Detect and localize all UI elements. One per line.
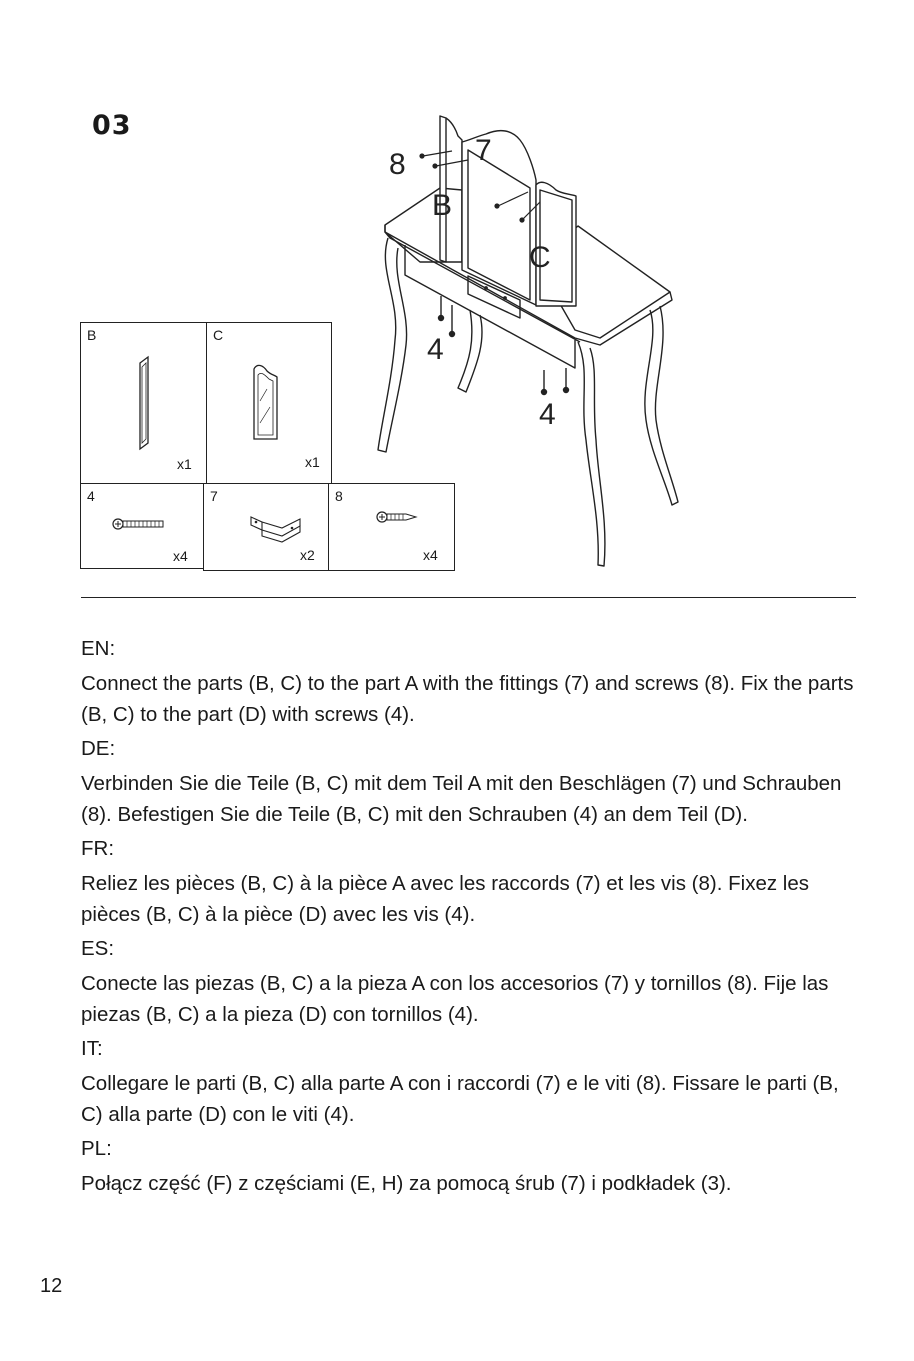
lang-label-en: EN: bbox=[81, 637, 116, 660]
mirror-side-panel-icon bbox=[249, 361, 289, 451]
part-label: C bbox=[213, 327, 224, 343]
part-qty: x4 bbox=[173, 548, 188, 564]
lang-label-fr: FR: bbox=[81, 837, 115, 860]
bracket-fitting-icon bbox=[248, 514, 308, 544]
part-qty: x4 bbox=[423, 547, 438, 563]
callout-8: 8 bbox=[389, 148, 406, 181]
instruction-es: Conecte las piezas (B, C) a la pieza A con los accesorios (7) y tornillos (8). Fije las piezas (B, C) a la pieza (D) con tornillos (4). bbox=[81, 971, 829, 1026]
lang-label-it: IT: bbox=[81, 1037, 103, 1060]
part-box-8 bbox=[328, 483, 455, 571]
callout-4-left: 4 bbox=[427, 333, 444, 366]
lang-label-de: DE: bbox=[81, 737, 116, 760]
instruction-it: Collegare le parti (B, C) alla parte A con i raccordi (7) e le viti (8). Fissare le parti (B, C) alla parte (D) con le viti (4). bbox=[81, 1071, 839, 1126]
part-qty: x1 bbox=[177, 456, 192, 472]
mirror-side-panel-icon bbox=[126, 353, 166, 453]
part-label: 7 bbox=[210, 488, 218, 504]
part-qty: x2 bbox=[300, 547, 315, 563]
part-label: 4 bbox=[87, 488, 95, 504]
part-box-c bbox=[206, 322, 332, 484]
instructions bbox=[81, 633, 861, 1202]
part-label: B bbox=[87, 327, 97, 343]
section-divider bbox=[81, 597, 856, 598]
instruction-en: Connect the parts (B, C) to the part A with the fittings (7) and screws (8). Fix the parts (B, C) to the part (D) with screws (4). bbox=[81, 671, 854, 726]
part-label: 8 bbox=[335, 488, 343, 504]
callout-4-right: 4 bbox=[539, 398, 556, 431]
lang-label-es: ES: bbox=[81, 937, 115, 960]
callout-c: C bbox=[529, 241, 551, 274]
lang-label-pl: PL: bbox=[81, 1137, 112, 1160]
page-number: 12 bbox=[40, 1275, 63, 1297]
part-box-b bbox=[80, 322, 207, 484]
callout-7: 7 bbox=[475, 134, 492, 167]
step-number: 03 bbox=[92, 110, 132, 141]
bolt-icon bbox=[109, 514, 169, 534]
part-qty: x1 bbox=[305, 454, 320, 470]
instruction-pl: Połącz część (F) z częściami (E, H) za pomocą śrub (7) i podkładek (3). bbox=[81, 1171, 732, 1195]
part-box-4 bbox=[80, 483, 204, 569]
instruction-de: Verbinden Sie die Teile (B, C) mit dem Teil A mit den Beschlägen (7) und Schrauben (8). Befestigen Sie die Teile (B, C) mit den Schrauben (4) an dem Teil (D). bbox=[81, 771, 842, 826]
screw-icon bbox=[374, 507, 424, 527]
instruction-fr: Reliez les pièces (B, C) à la pièce A avec les raccords (7) et les vis (8). Fixez les pièces (B, C) à la pièce (D) avec les vis (4). bbox=[81, 871, 810, 926]
part-box-7 bbox=[203, 483, 329, 571]
callout-b: B bbox=[432, 189, 453, 222]
